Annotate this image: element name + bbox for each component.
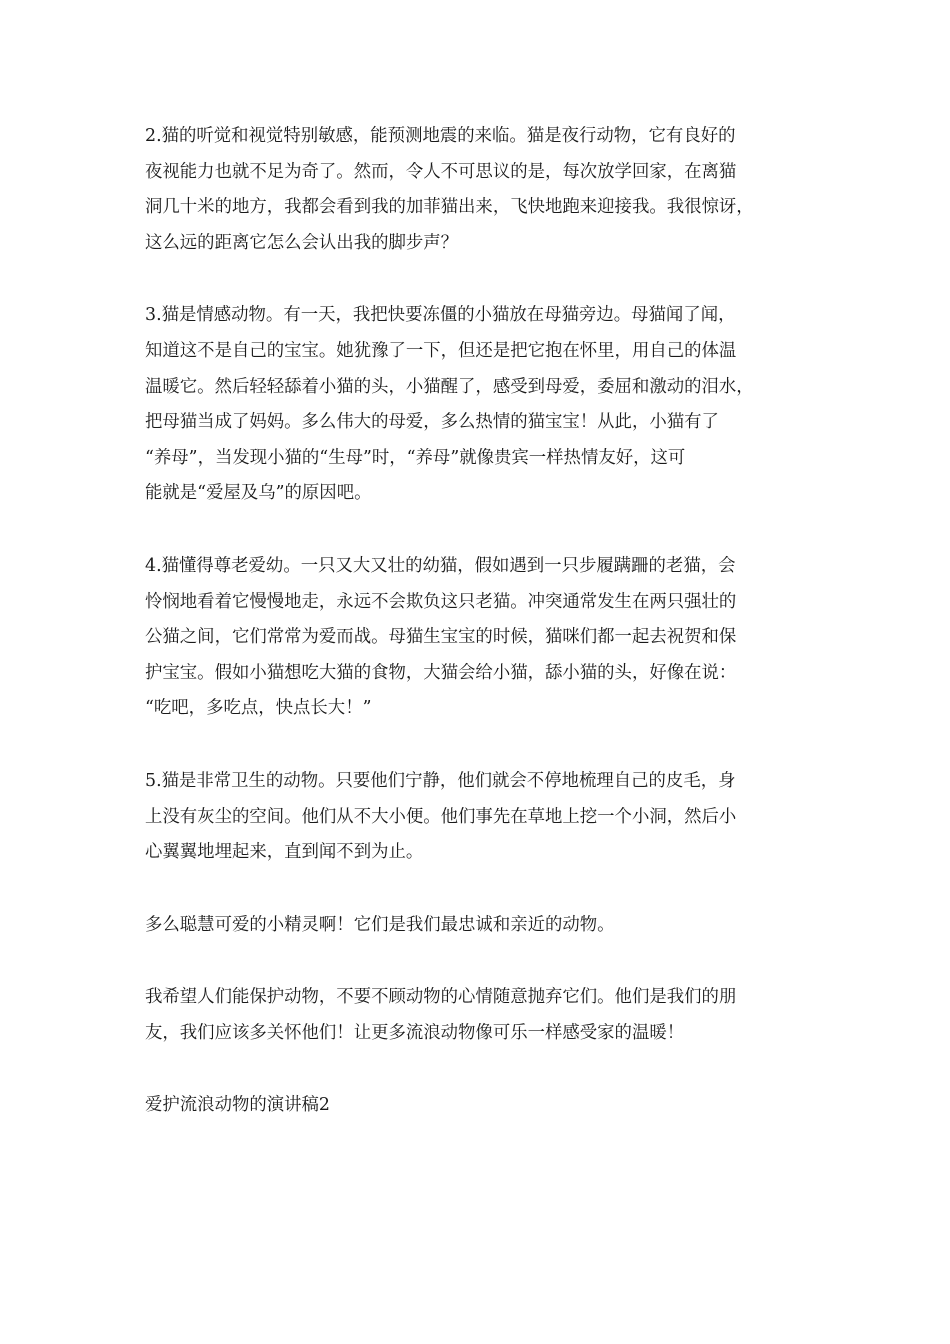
text-line: “吃吧，多吃点，快点长大！”: [145, 698, 372, 719]
text-line: 3.猫是情感动物。有一天，我把快要冻僵的小猫放在母猫旁边。母猫闻了闻，: [145, 305, 736, 326]
text-line: 爱护流浪动物的演讲稿2: [145, 1095, 330, 1116]
text-line: 护宝宝。假如小猫想吃大猫的食物，大猫会给小猫，舔小猫的头，好像在说：: [145, 662, 737, 683]
text-line: 多么聪慧可爱的小精灵啊！它们是我们最忠诚和亲近的动物。: [145, 914, 615, 935]
paragraph-cat-emotion: [145, 298, 810, 512]
text-line: 这么远的距离它怎么会认出我的脚步声？: [145, 232, 459, 253]
text-line: 怜悯地看着它慢慢地走，永远不会欺负这只老猫。冲突通常发生在两只强壮的: [145, 591, 737, 612]
paragraph-cat-respect: [145, 549, 810, 727]
text-line: 能就是“爱屋及乌”的原因吧。: [145, 483, 372, 504]
text-line: 友，我们应该多关怀他们！让更多流浪动物像可乐一样感受家的温暖！: [145, 1022, 685, 1043]
paragraph-gap: [145, 1051, 810, 1088]
text-line: 上没有灰尘的空间。他们从不大小便。他们事先在草地上挖一个小洞，然后小: [145, 806, 737, 827]
text-line: 公猫之间，它们常常为爱而战。母猫生宝宝的时候，猫咪们都一起去祝贺和保: [145, 627, 737, 648]
text-line: 2.猫的听觉和视觉特别敏感，能预测地震的来临。猫是夜行动物，它有良好的: [145, 126, 736, 146]
paragraph-praise: [145, 908, 810, 944]
paragraph-gap: [145, 261, 810, 298]
text-line: 夜视能力也就不足为奇了。然而，令人不可思议的是，每次放学回家，在离猫: [145, 161, 737, 182]
text-line: 我希望人们能保护动物，不要不顾动物的心情随意抛弃它们。他们是我们的朋: [145, 987, 737, 1008]
paragraph-cat-senses: [145, 119, 810, 261]
text-line: 知道这不是自己的宝宝。她犹豫了一下，但还是把它抱在怀里，用自己的体温: [145, 340, 737, 361]
text-line: “养母”，当发现小猫的“生母”时，“养母”就像贵宾一样热情友好，这可: [145, 447, 686, 468]
paragraph-gap: [145, 512, 810, 549]
text-line: 温暖它。然后轻轻舔着小猫的头，小猫醒了，感受到母爱，委屈和激动的泪水，: [145, 376, 754, 397]
text-line: 洞几十米的地方，我都会看到我的加菲猫出来，飞快地跑来迎接我。我很惊讶，: [145, 197, 754, 218]
text-line: 心翼翼地埋起来，直到闻不到为止。: [145, 842, 424, 863]
paragraph-gap: [145, 871, 810, 908]
paragraph-gap: [145, 727, 810, 764]
paragraph-appeal: [145, 980, 810, 1051]
section-heading: [145, 1088, 810, 1124]
text-line: 把母猫当成了妈妈。多么伟大的母爱，多么热情的猫宝宝！从此，小猫有了: [145, 412, 719, 433]
paragraph-cat-hygiene: [145, 764, 810, 871]
text-line: 5.猫是非常卫生的动物。只要他们宁静，他们就会不停地梳理自己的皮毛，身: [145, 770, 736, 791]
paragraph-gap: [145, 943, 810, 980]
text-line: 4.猫懂得尊老爱幼。一只又大又壮的幼猫，假如遇到一只步履蹒跚的老猫，会: [145, 555, 736, 576]
